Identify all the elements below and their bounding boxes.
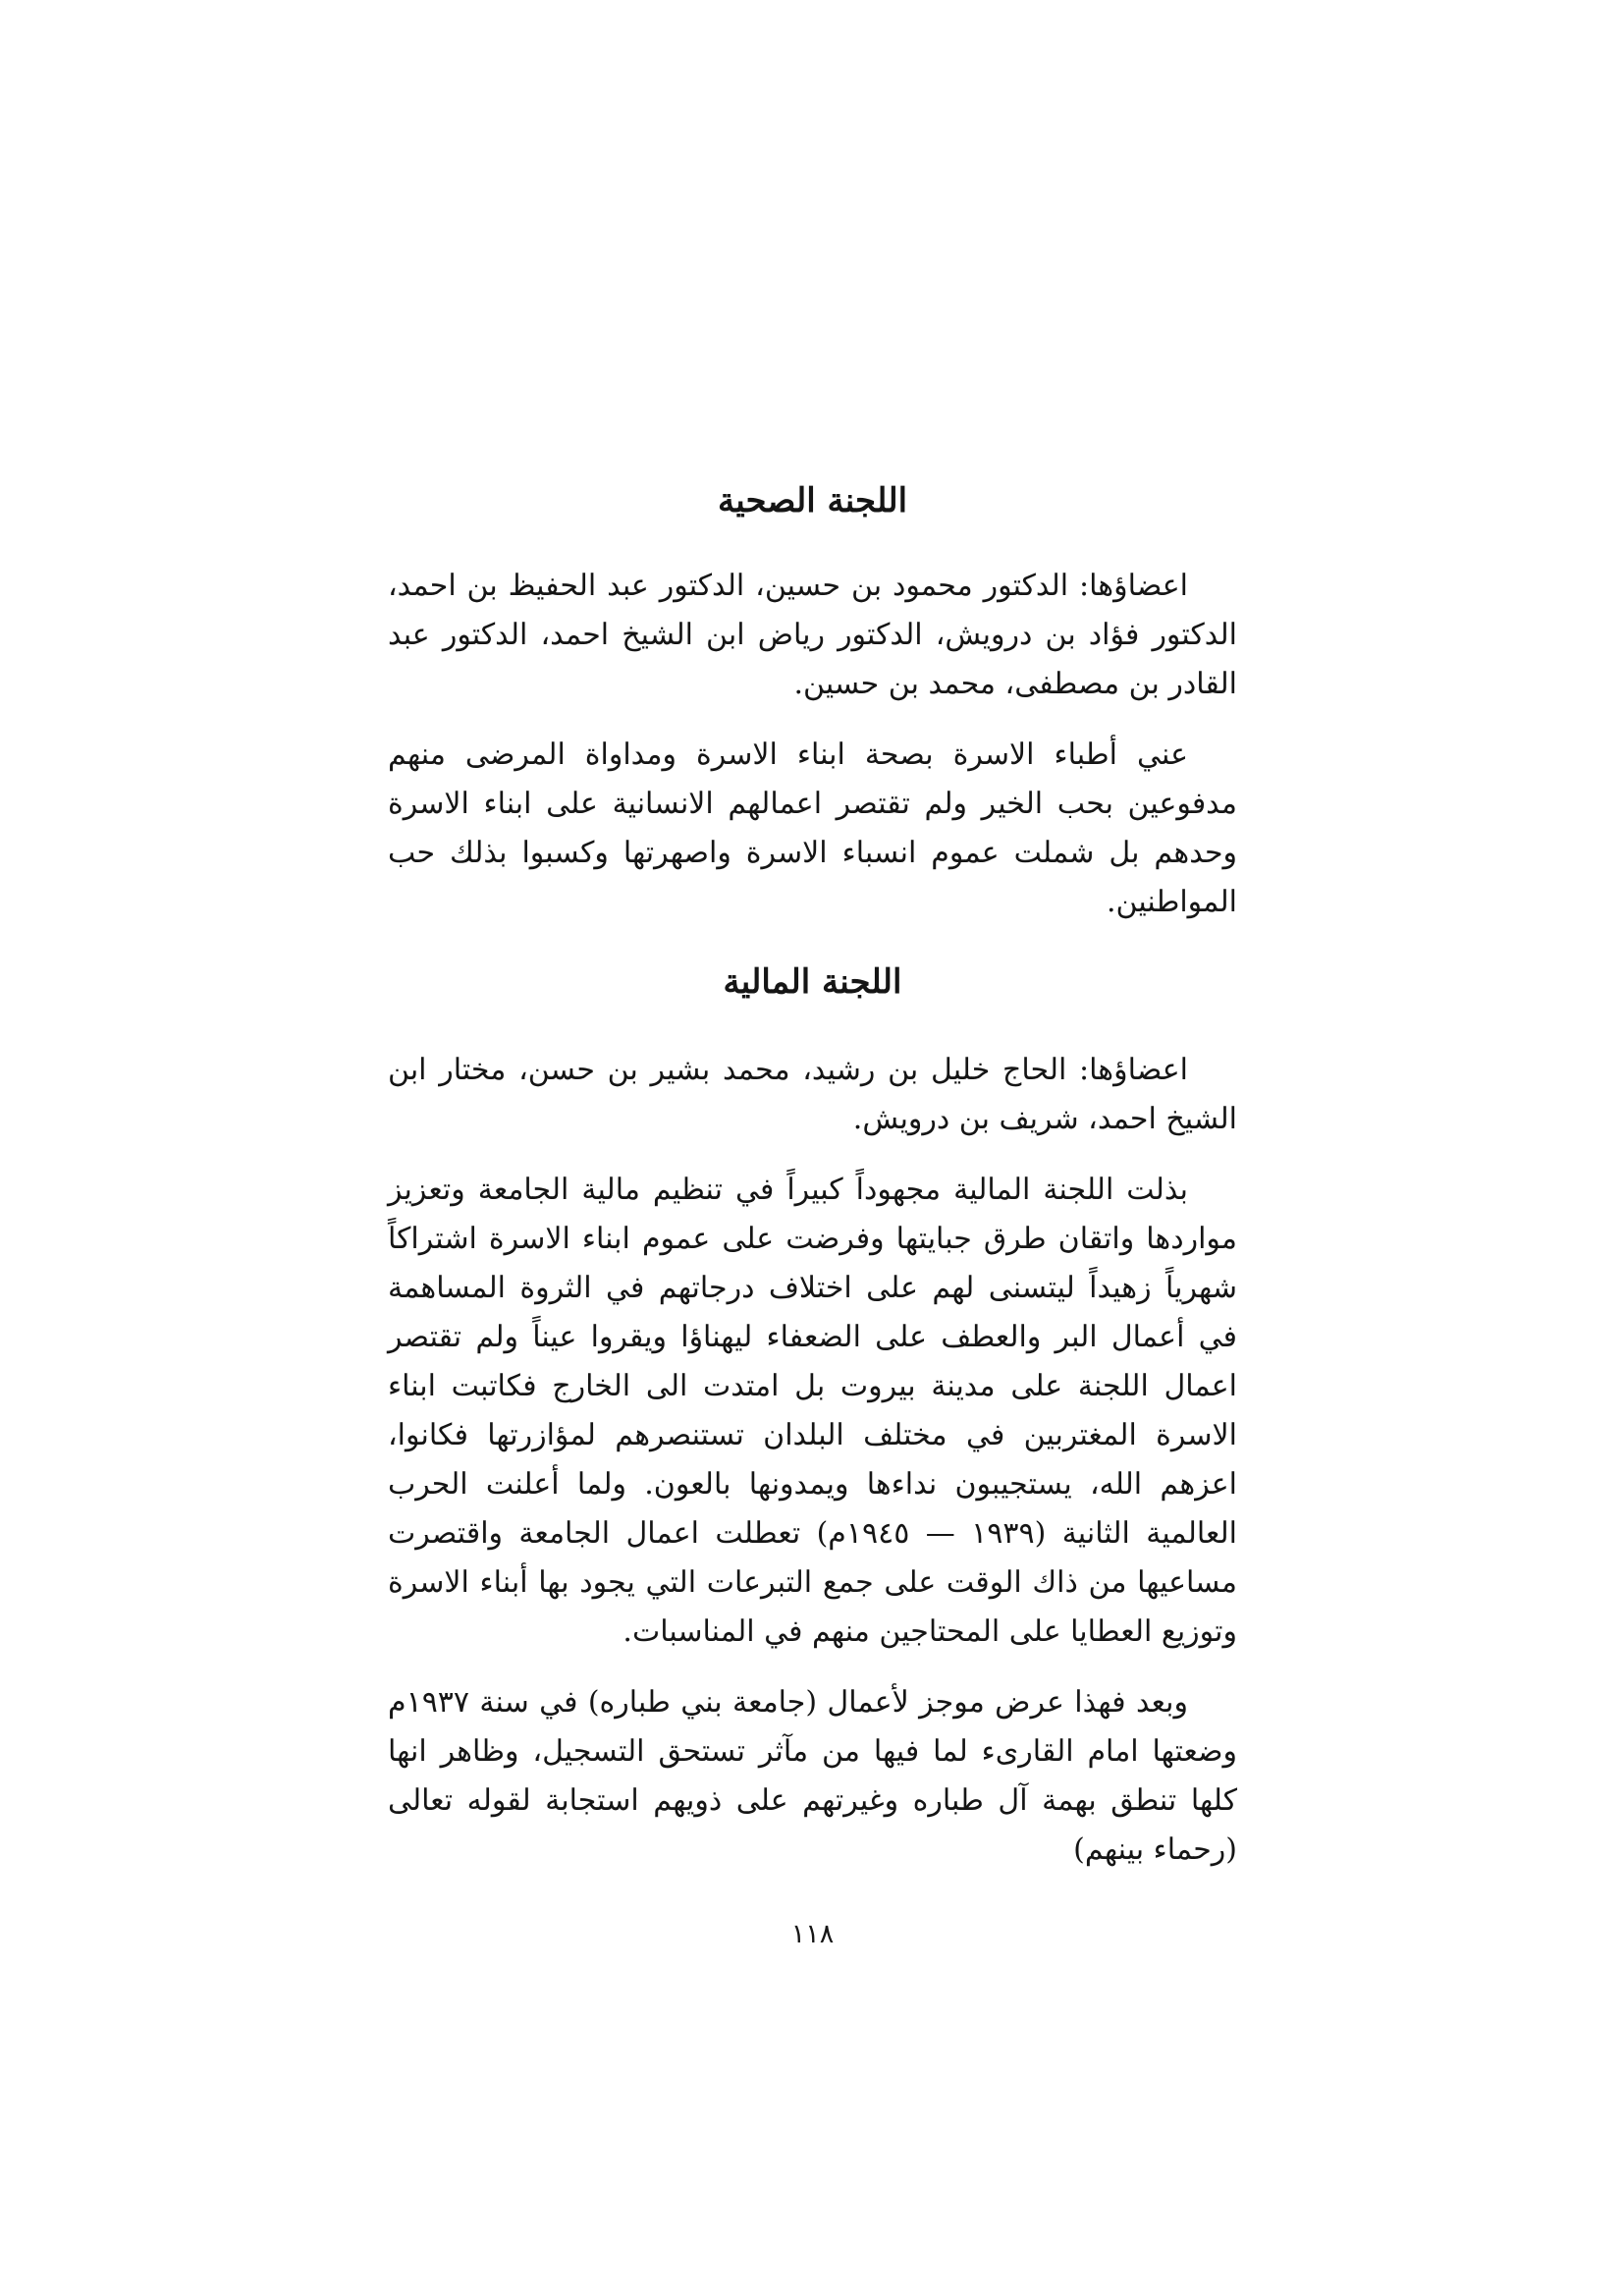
page-number: ١١٨ xyxy=(790,1919,835,1949)
section-heading-health-committee: اللجنة الصحية xyxy=(717,481,908,520)
section-heading-finance-committee: اللجنة المالية xyxy=(723,962,902,1002)
health-committee-members: اعضاؤها: الدكتور محمود بن حسين، الدكتور عبد الحفيظ بن احمد، الدكتور فؤاد بن درويش، الدكتور رياض ابن الشيخ احمد، الدكتور عبد القادر بن مصطفى، محمد بن حسين. xyxy=(388,569,1237,701)
finance-committee-body xyxy=(388,1046,1237,1875)
finance-committee-description: بذلت اللجنة المالية مجهوداً كبيراً في تنظيم مالية الجامعة وتعزيز مواردها واتقان طرق جبايتها وفرضت على عموم ابناء الاسرة اشتراكاً شهرياً زهيداً ليتسنى لهم على اختلاف درجاتهم في الثروة المساهمة في أعمال البر والعطف على الضعفاء ليهناؤا ويقروا عيناً ولم تقتصر اعمال اللجنة على مدينة بيروت بل امتدت الى الخارج فكاتبت ابناء الاسرة المغتربين في مختلف البلدان تستنصرهم لمؤازرتها فكانوا، اعزهم الله، يستجيبون نداءها ويمدونها بالعون. ولما أعلنت الحرب العالمية الثانية (١٩٣٩ — ١٩٤٥م) تعطلت اعمال الجامعة واقتصرت مساعيها من ذاك الوقت على جمع التبرعات التي يجود بها أبناء الاسرة وتوزيع العطايا على المحتاجين منهم في المناسبات. xyxy=(388,1173,1237,1649)
health-committee-body xyxy=(388,562,1237,927)
closing-paragraph: وبعد فهذا عرض موجز لأعمال (جامعة بني طباره) في سنة ١٩٣٧م وضعتها امام القارىء لما فيها من مآثر تستحق التسجيل، وظاهر انها كلها تنطق بهمة آل طباره وغيرتهم على ذويهم استجابة لقوله تعالى (رحماء بينهم) xyxy=(388,1685,1237,1867)
health-committee-description: عني أطباء الاسرة بصحة ابناء الاسرة ومداواة المرضى منهم مدفوعين بحب الخير ولم تقتصر اعمالهم الانسانية على ابناء الاسرة وحدهم بل شملت عموم انسباء الاسرة واصهرتها وكسبوا بذلك حب المواطنين. xyxy=(388,738,1237,919)
finance-committee-members: اعضاؤها: الحاج خليل بن رشيد، محمد بشير بن حسن، مختار ابن الشيخ احمد، شريف بن درويش. xyxy=(388,1053,1237,1136)
